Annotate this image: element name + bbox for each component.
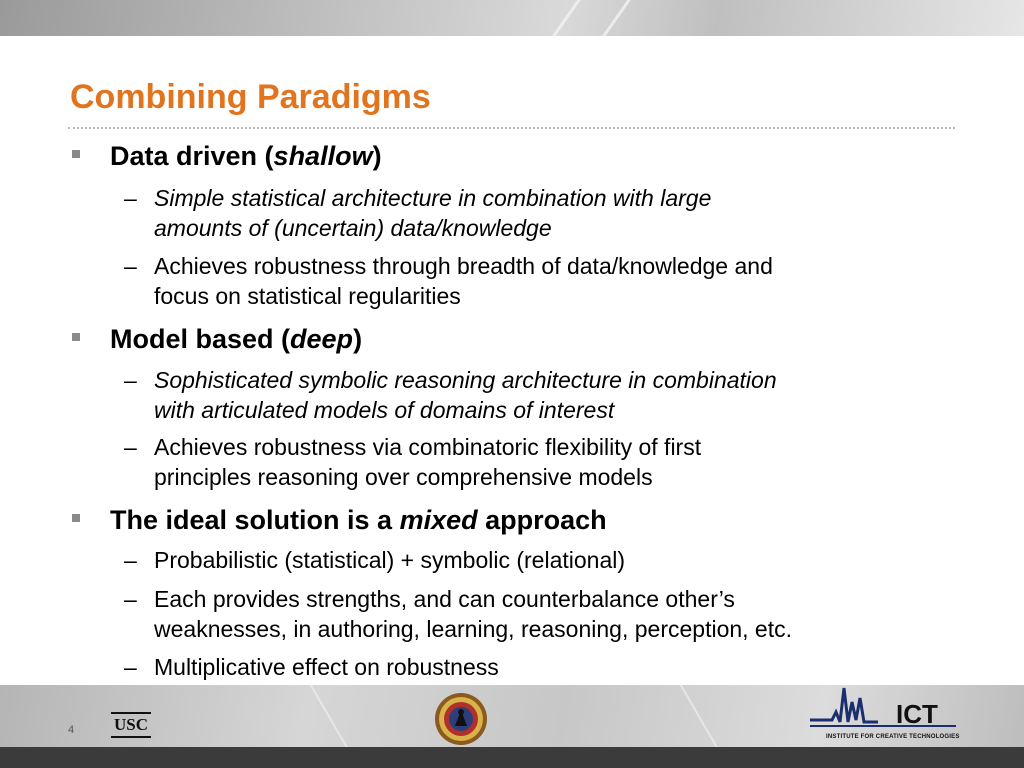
bullet-model-based: Model based (deep) [110, 324, 362, 355]
subitem: – Sophisticated symbolic reasoning architecture in combination with articulated models of domains of interest [124, 367, 777, 423]
square-bullet-icon [72, 514, 80, 522]
subitem: – Each provides strengths, and can counterbalance other’s weaknesses, in authoring, learning, reasoning, perception, etc. [124, 586, 793, 642]
bullet-data-driven: Data driven (shallow) [110, 141, 382, 172]
bullet-ideal-solution: The ideal solution is a mixed approach [110, 505, 607, 536]
slide-title: Combining Paradigms [70, 78, 431, 116]
footer-bar [0, 747, 1024, 768]
ict-tagline: INSTITUTE FOR CREATIVE TECHNOLOGIES [826, 734, 960, 740]
svg-text:ICT: ICT [896, 699, 938, 729]
subitem: – Multiplicative effect on robustness [124, 654, 499, 680]
subitem: – Probabilistic (statistical) + symbolic (relational) [124, 547, 626, 573]
subitem: – Achieves robustness through breadth of data/knowledge and focus on statistical regularities [124, 253, 773, 309]
page-number: 4 [68, 724, 75, 736]
subitem: – Achieves robustness via combinatoric flexibility of first principles reasoning over comprehensive models [124, 434, 702, 490]
square-bullet-icon [72, 333, 80, 341]
square-bullet-icon [72, 150, 80, 158]
usc-logo: USC [111, 712, 151, 738]
subitem: – Simple statistical architecture in combination with large amounts of (uncertain) data/knowledge [124, 185, 712, 241]
army-seal-icon [434, 692, 488, 746]
